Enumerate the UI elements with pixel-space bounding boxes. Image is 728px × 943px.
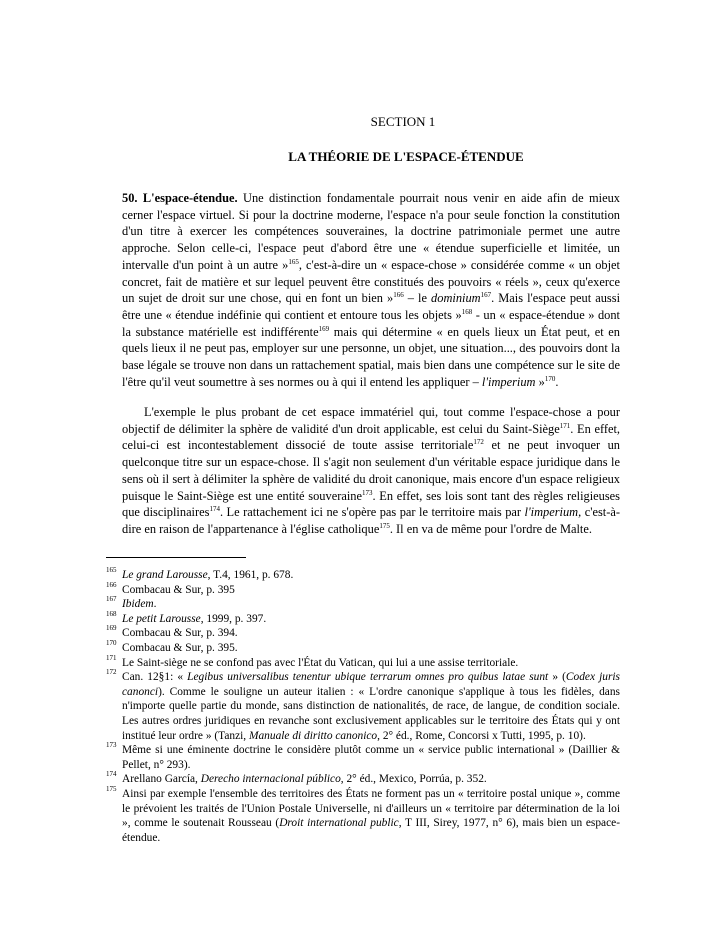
footnote-169 — [106, 626, 620, 641]
footnote-text: , 2° éd., Rome, Concorsi x Tutti, 1995, p. 10). — [377, 729, 586, 742]
footnote-ref[interactable]: 173 — [361, 488, 373, 497]
footnotes — [106, 568, 620, 845]
footnote-number: 174 — [106, 770, 117, 779]
paragraph-saint-siege: L'exemple le plus probant de cet espace immatériel qui, tout comme l'espace-chose a pour objectif de délimiter la sphère de validité d'un droit applicable, est celui du Saint-Siège$^{171}$. En effet, celui-ci est incontestablement dissocié de toute assise territoriale$^{172}$ et ne peut invoquer un quelconque titre sur un espace-chose. Il s'agit non seulement d'un véritable espace juridique dans le sens où il sert à délimiter la sphère de validité du droit canonique, mais encore d'un espace religieux puisque le Saint-Siège est une entité souveraine$^{173}$. En effet, ses lois sont tant des règles religieuses que disciplinaires$^{174}$. Le rattachement ici ne s'opère pas par le territoire mais par l'imperium, c'est-à-dire en raison de l'appartenance à l'église catholique$^{175}$. Il en va de même pour l'ordre de Malte. — [122, 405, 621, 536]
footnote-ref[interactable]: 174 — [209, 505, 220, 514]
footnote-ref[interactable]: 171 — [559, 421, 571, 430]
footnote-text: Derecho internacional público — [200, 773, 341, 786]
paragraph-50: 50. L'espace-étendue. Une distinction fondamentale pourrait nous venir en aide afin de mieux cerner l'espace virtuel. Si pour la doctrine moderne, l'espace n'a pour seule fonction la constitution d'un titre à exercer les compétences souveraines, la doctrine patrimoniale permet une autre approche. Selon celle-ci, l'espace peut d'abord être une « étendue superficielle et limitée, un intervalle d'un point à un autre »$^{165}$, c'est-à-dire un « espace-chose » considérée comme « un objet concret, fait de matière et sur lequel peuvent être constitués des pouvoirs « réels », ceux qu'exerce un sujet de droit sur une chose, qui en font un bien »$^{166}$ – le dominium$^{167}$. Mais l'espace peut aussi être une « étendue indéfinie qui contient et entoure tous les objets »$^{168}$ - un « espace-étendue » dont la substance matérielle est indifférente$^{169}$ mais qui détermine « en quels lieux un État peut, et en quels lieux il ne peut pas, employer sur une personne, un objet, une situation..., des pouvoirs dont la base légale se trouve non dans un rattachement spatial, mais bien dans une compétence sur le site de l'être qu'il veut soumettre à ses normes ou à qui il entend les appliquer – l'imperium »$^{170}$. — [122, 191, 621, 389]
footnote-number: 171 — [106, 653, 117, 662]
footnote-text: , 2° éd., Mexico, Porrúa, p. 352. — [340, 773, 487, 786]
footnote-text: ). Comme le souligne un auteur italien : « L'ordre canonique s'applique à tous les fidèles, dans n'importe quelle partie du monde, sans distinction de nationalités, de race, de langue, de condition sociale. Les autres ordres juridiques en revanche sont exclusivement applicables sur le territoire des États qui y ont institué leur ordre » (Tanzi, — [122, 685, 620, 742]
footnote-number: 165 — [106, 566, 117, 574]
footnote-text: Le petit Larousse — [122, 612, 201, 625]
footnote-175 — [106, 784, 621, 845]
footnote-text: Combacau & Sur, p. 395 — [122, 583, 235, 596]
footnote-text: Le Saint-siège ne se confond pas avec l'État du Vatican, qui lui a une assise territoriale. — [122, 656, 519, 669]
footnote-text: Combacau & Sur, p. 395. — [122, 641, 238, 654]
footnote-172 — [106, 670, 620, 743]
footnote-text: Can. 12§1: « — [122, 671, 188, 684]
footnote-171 — [106, 653, 620, 671]
footnote-174 — [106, 772, 620, 787]
footnote-number: 175 — [106, 784, 117, 793]
footnote-165 — [106, 568, 620, 583]
footnote-text: , 1999, p. 397. — [200, 612, 267, 625]
footnote-text: , T.4, 1961, p. 678. — [207, 569, 294, 581]
footnote-number: 166 — [106, 580, 117, 589]
paragraph-lead: 50. L'espace-étendue. — [122, 191, 238, 205]
footnote-text: Ibidem — [122, 598, 154, 611]
section-label: SECTION 1 — [370, 114, 436, 129]
footnote-166 — [106, 580, 620, 598]
footnote-text: Le grand Larousse — [122, 569, 208, 581]
footnote-text: , T III, Sirey, 1977, n° 6), mais bien un espace-étendue. — [122, 817, 621, 844]
footnote-ref[interactable]: 172 — [473, 438, 484, 447]
footnote-ref[interactable]: 175 — [379, 521, 390, 530]
footnote-number: 170 — [106, 638, 117, 647]
footnote-ref[interactable]: 167 — [480, 291, 492, 300]
footnote-167 — [106, 597, 620, 612]
footnote-170 — [106, 638, 620, 656]
footnote-text: » ( — [548, 671, 566, 684]
footnote-number: 167 — [106, 595, 117, 604]
footnote-number: 168 — [106, 609, 117, 618]
footnote-ref[interactable]: 166 — [393, 291, 404, 300]
footnote-text: Combacau & Sur, p. 394. — [122, 627, 238, 640]
footnote-ref[interactable]: 170 — [544, 374, 556, 383]
footnote-ref[interactable]: 168 — [461, 307, 473, 316]
footnote-number: 172 — [106, 668, 117, 677]
footnote-text: Codex juris canonci — [122, 671, 620, 698]
footnote-ref[interactable]: 169 — [318, 324, 330, 333]
footnote-text: Arellano García, — [122, 773, 201, 786]
footnote-text: Legibus universalibus tenentur ubique terrarum omnes pro quibus latae sunt — [187, 671, 549, 684]
footnote-separator — [106, 557, 246, 558]
footnote-text: Ainsi par exemple l'ensemble des territoires des États ne forment pas un « territoire postal unique », comme le prévoient les traités de l'Union Postale Universelle, ni d'ailleurs un « territoire par détermination de la loi », comme le soutenait Rousseau ( — [122, 787, 620, 830]
footnote-168 — [106, 609, 620, 627]
footnote-text: Manuale di diritto canonico — [249, 729, 378, 742]
footnote-173 — [106, 743, 620, 772]
footnote-number: 169 — [106, 624, 117, 633]
footnote-number: 173 — [106, 741, 117, 750]
footnote-text: Droit international public — [279, 817, 399, 830]
section-title: LA THÉORIE DE L'ESPACE-ÉTENDUE — [288, 149, 524, 164]
footnote-ref[interactable]: 165 — [288, 257, 299, 266]
footnote-text: Même si une éminente doctrine le considère plutôt comme un « service public international » (Daillier & Pellet, n° 293). — [122, 744, 620, 771]
footnote-text: . — [153, 598, 157, 611]
